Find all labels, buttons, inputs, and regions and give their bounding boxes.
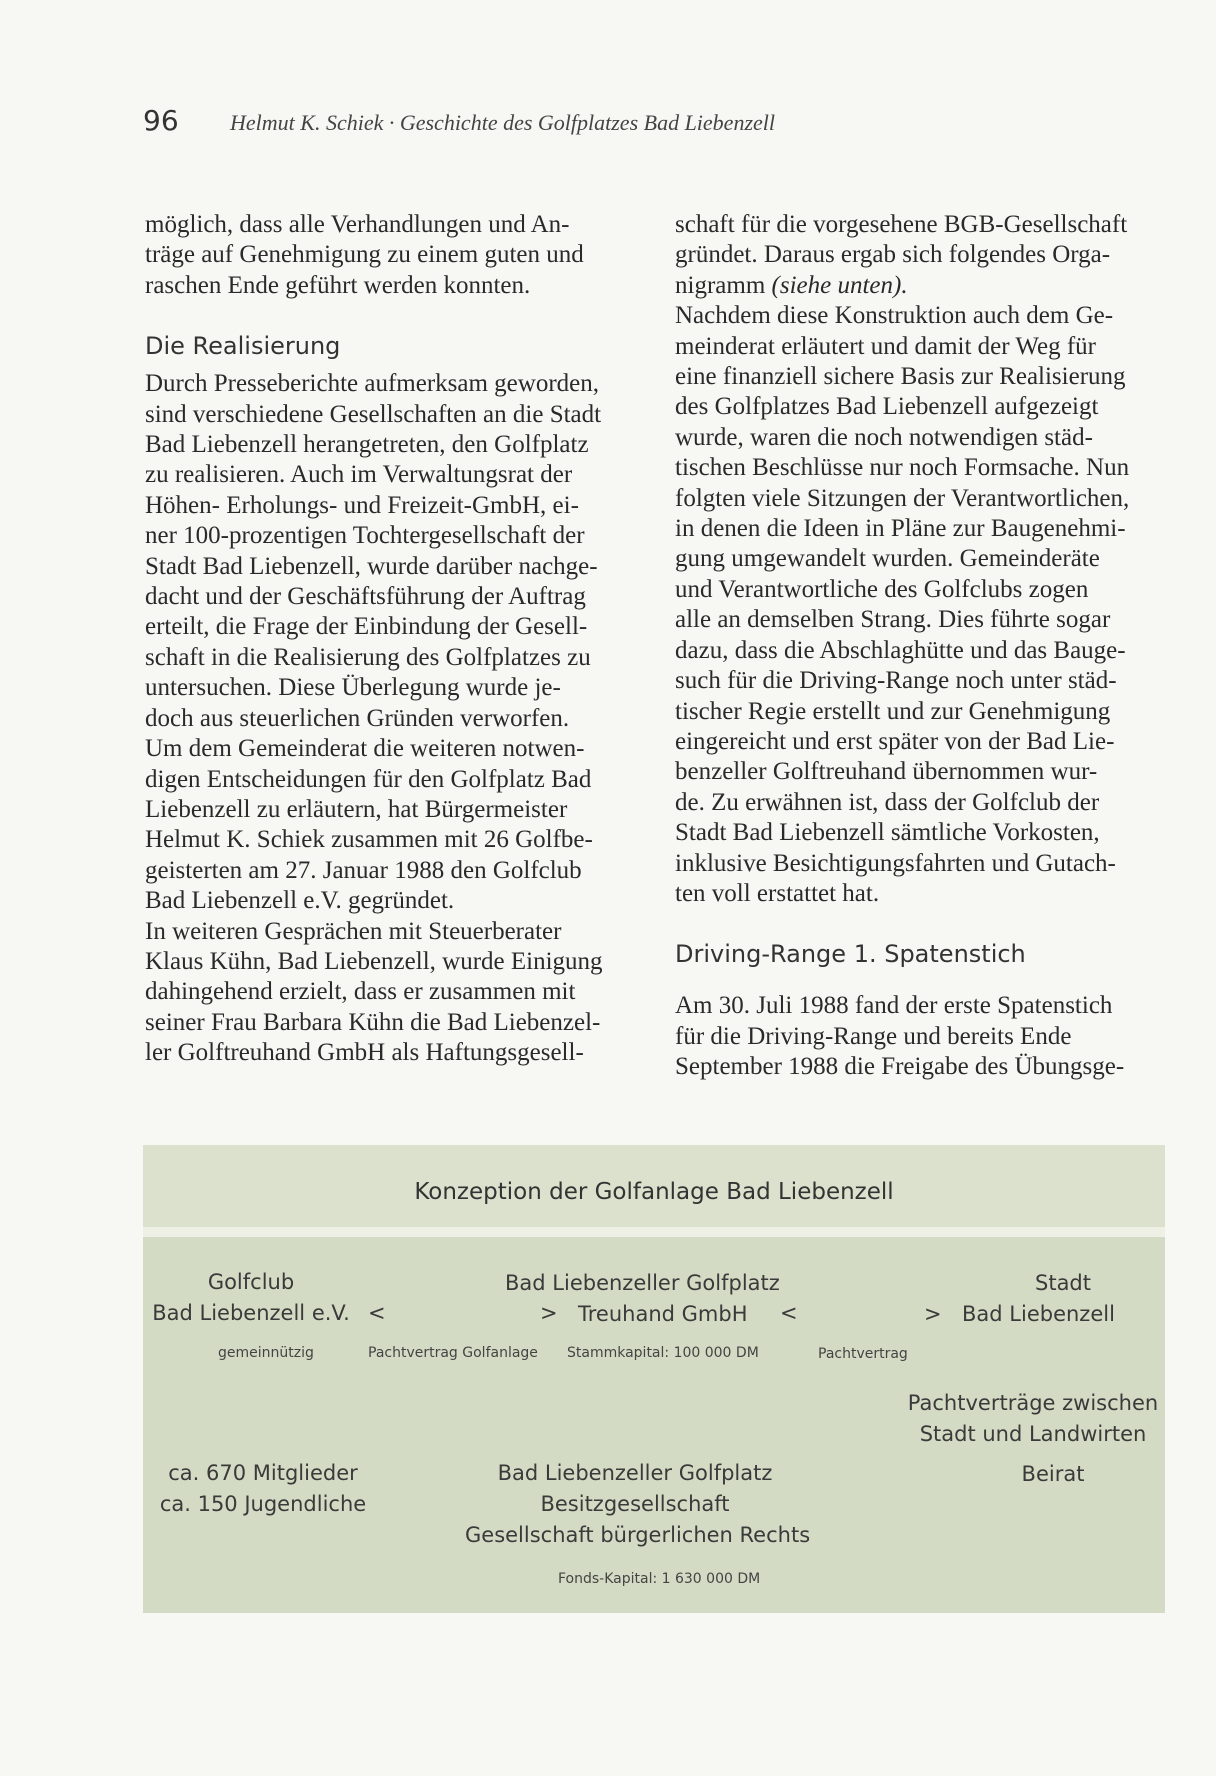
- arrow-right-1: >: [540, 1301, 558, 1325]
- right-paragraph-2: Nachdem diese Konstruktion auch dem Ge- meinderat erläutert und damit der Weg für eine finanziell sichere Basis zur Realisierung des Golfplatzes Bad Liebenzell aufgezeigt wurde, waren die noch notwendigen städ- tischen Beschlüsse nur noch Formsache. Nun folgten viele Sitzungen der Verantwortlichen, in denen die Ideen in Pläne zur Baugenehmi- gung umgewandelt wurden. Gemeinderäte und Verantwortliche des Golfclubs zogen alle an demselben Strang. Dies führte sogar dazu, dass die Abschlaghütte und das Bauge- such für die Driving-Range noch unter städ- tischer Regie erstellt und zur Genehmigung eingereicht und erst später von der Bad Lie- benzeller Golftreuhand übernommen wur- de. Zu erwähnen ist, dass der Golfclub der Stadt Bad Liebenzell sämtliche Vorkosten, inklusive Besichtigungsfahrten und Gutach- ten voll erstattet hat.: [675, 302, 1130, 907]
- left-column: [145, 210, 639, 1069]
- lease-label: Pachtvertrag: [818, 1346, 908, 1362]
- fund-capital: Fonds-Kapital: 1 630 000 DM: [558, 1571, 761, 1587]
- lease-golf-label: Pachtvertrag Golfanlage: [368, 1345, 538, 1361]
- treuhand-name-line2: Treuhand GmbH: [578, 1302, 748, 1326]
- organigram-title: Konzeption der Golfanlage Bad Liebenzell: [414, 1179, 894, 1205]
- left-paragraph-3: In weiteren Gesprächen mit Steuerberater Klaus Kühn, Bad Liebenzell, wurde Einigung dahingehend erzielt, dass er zusammen mit seiner Frau Barbara Kühn die Bad Liebenzel- ler Golftreuhand GmbH als Haftungsgesell-: [145, 917, 603, 1067]
- section-heading-driving-range: Driving-Range 1. Spatenstich: [675, 940, 1026, 969]
- page-number: 96: [143, 104, 179, 137]
- right-column: [675, 210, 1169, 1083]
- besitz-gesellschaft: Bad Liebenzeller Golfplatz Besitzgesellschaft Gesellschaft bürgerlichen Rechts: [465, 1461, 811, 1547]
- organigram-divider: [143, 1227, 1165, 1237]
- treuhand-capital: Stammkapital: 100 000 DM: [567, 1345, 759, 1361]
- stadt-name-line1: Stadt: [1035, 1271, 1091, 1295]
- advisory-board: Beirat: [1021, 1462, 1085, 1486]
- running-title: Helmut K. Schiek · Geschichte des Golfplatzes Bad Liebenzell: [230, 110, 775, 135]
- organigram-box: [143, 1145, 1165, 1613]
- golfclub-note: gemeinnützig: [218, 1345, 314, 1361]
- right-paragraph-3: Am 30. Juli 1988 fand der erste Spatenstich für die Driving-Range und bereits Ende September 1988 die Freigabe des Übungsge-: [675, 992, 1125, 1081]
- right-paragraph-1: schaft für die vorgesehene BGB-Gesellschaft gründet. Daraus ergab sich folgendes Orga- nigramm (siehe unten).: [675, 211, 1128, 299]
- see-below-note: (siehe unten).: [771, 271, 908, 299]
- treuhand-name-line1: Bad Liebenzeller Golfplatz: [505, 1271, 780, 1295]
- left-paragraph-2: Durch Presseberichte aufmerksam geworden, sind verschiedene Gesellschaften an die Stadt Bad Liebenzell herangetreten, den Golfplatz zu realisieren. Auch im Verwaltungsrat der Höhen- Erholungs- und Freizeit-GmbH, ei- ner 100-prozentigen Tochtergesellschaft der Stadt Bad Liebenzell, wurde darüber nachge- dacht und der Geschäftsführung der Auftrag erteilt, die Frage der Einbindung der Gesell- schaft in die Realisierung des Golfplatzes zu untersuchen. Diese Überlegung wurde je- doch aus steuerlichen Gründen verworfen. Um dem Gemeinderat die weiteren notwen- digen Entscheidungen für den Golfplatz Bad Liebenzell zu erläutern, hat Bürgermeister Helmut K. Schiek zusammen mit 26 Golfbe- geisterten am 27. Januar 1988 den Golfclub Bad Liebenzell e.V. gegründet.: [145, 370, 602, 915]
- arrow-left-1: <: [368, 1301, 386, 1325]
- golfclub-membership: ca. 670 Mitglieder ca. 150 Jugendliche: [159, 1461, 367, 1516]
- arrow-left-2: <: [780, 1301, 798, 1325]
- section-heading-realisierung: Die Realisierung: [145, 332, 341, 361]
- stadt-name-line2: Bad Liebenzell: [962, 1302, 1115, 1326]
- stadt-lease-contracts: Pachtverträge zwischen Stadt und Landwirten: [907, 1391, 1159, 1446]
- golfclub-name: Golfclub Bad Liebenzell e.V.: [152, 1270, 350, 1325]
- arrow-right-2: >: [924, 1302, 942, 1326]
- left-paragraph-1: möglich, dass alle Verhandlungen und An- träge auf Genehmigung zu einem guten und raschen Ende geführt werden konnten.: [145, 211, 584, 299]
